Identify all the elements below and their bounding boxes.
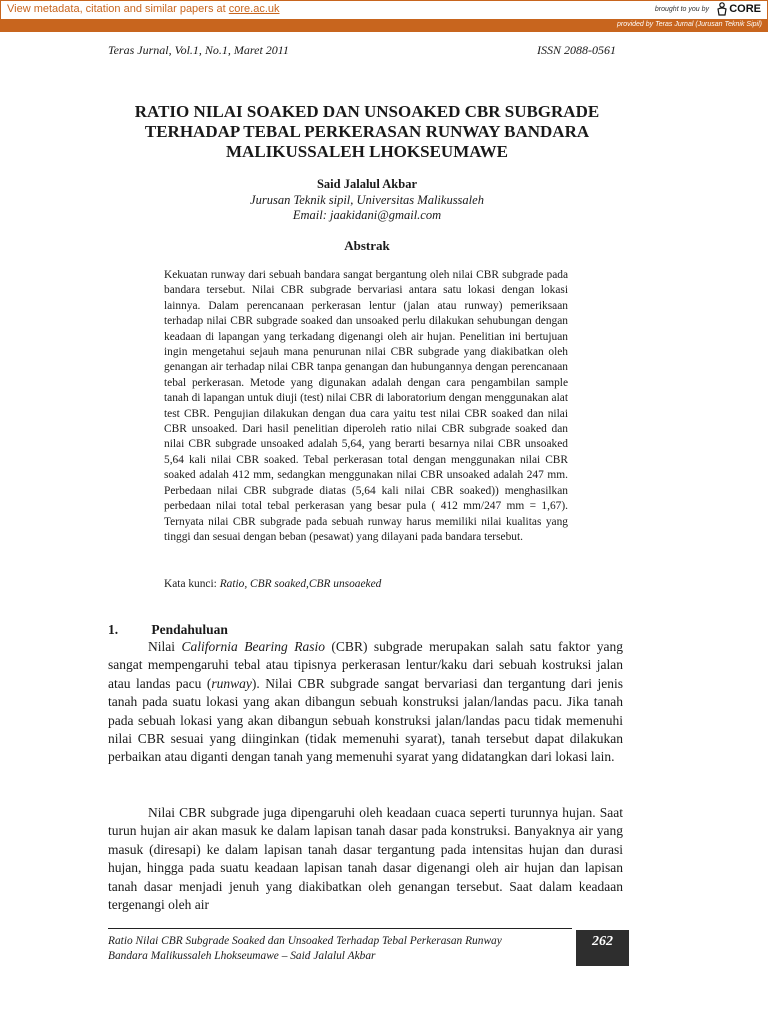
keywords-label: Kata kunci: <box>164 578 217 590</box>
p2-text: Nilai CBR subgrade juga dipengaruhi oleh keadaan cuaca seperti turunnya hujan. Saat turun hujan air akan masuk ke dalam lapisan tanah dasar pada konstruksi. Banyaknya air yang masuk (diresapi) ke dalam lapisan tanah dasar tergantung pada intensitas hujan dan durasi hujan, hingga pada suatu keadaan lapisan tanah dasar digenangi oleh air hujan dan lapisan tanah dasar menjadi jenuh yang diakibatkan oleh genangan tersebut. Saat dalam keadaan tergenangi oleh air <box>108 805 623 913</box>
p1-text-b: (CBR) subgrade merupakan salah satu faktor yang sangat mempengaruhi tebal atau tipisnya perkerasan lentur/kaku dari sebuah kostruksi jalan atau landas pacu ( <box>108 639 623 691</box>
core-link[interactable]: core.ac.uk <box>228 3 280 15</box>
core-banner <box>0 0 768 20</box>
keywords <box>164 578 568 590</box>
author-affiliation: Jurusan Teknik sipil, Universitas Malikussaleh <box>250 193 484 207</box>
title-line: MALIKUSSALEH LHOKSEUMAWE <box>226 142 508 161</box>
abstract-text: Kekuatan runway dari sebuah bandara sangat bergantung oleh nilai CBR subgrade pada bandara tersebut. Nilai CBR subgrade bervariasi antara satu lokasi dengan lokasi lainnya. Dalam perencanaan perkerasan lentur (jalan atau runway) pemeriksaan terhadap nilai CBR subgrade soaked dan unsoaked perlu dilakukan sehubungan dengan keadaan di lapangan yang terkadang digenangi oleh air hujan. Penelitian ini bertujuan ingin mengetahui sejauh mana penurunan nilai CBR subgrade yang diakibatkan oleh genangan air terhadap nilai CBR tanpa genangan dan hubungannya dengan perencanaan tebal perkerasan. Metode yang digunakan adalah dengan cara pengambilan sample tanah di lapangan untuk diuji (test) nilai CBR di laboratorium dengan menggunakan alat test CBR. Pengujian dilakukan dengan dua cara yaitu test nilai CBR soaked dan nilai CBR unsoaked. Dari hasil penelitian diperoleh ratio nilai CBR subgrade soaked dan nilai CBR subgrade unsoaked adalah 5,64, yang berarti besarnya nilai CBR unsoaked 5,64 kali nilai CBR soaked. Tebal perkerasan total dengan menggunakan nilai CBR soaked adalah 412 mm, sedangkan menggunakan nilai CBR unsoaked adalah 247 mm. Perbedaan nilai CBR subgrade diatas (5,64 kali nilai CBR soaked)) menghasilkan perbedaan nilai total tebal perkerasan yang besar pula ( 412 mm/247 mm = 1,67). Ternyata nilai CBR subgrade pada sebuah runway harus memiliki nilai kualitas yang tinggi dan sesuai dengan beban (pesawat) yang dilayani pada bandara tersebut. <box>164 269 568 543</box>
core-metadata-link-line <box>7 3 280 15</box>
author-email: Email: jaakidani@gmail.com <box>292 208 442 222</box>
core-logo-icon <box>717 2 727 16</box>
core-provider-name: Teras Jurnal (Jurusan Teknik Sipil) <box>655 21 762 28</box>
p1-italic-runway: runway <box>211 675 252 691</box>
core-link-prefix: View metadata, citation and similar papers at <box>7 3 226 15</box>
title-line: TERHADAP TEBAL PERKERASAN RUNWAY BANDARA <box>144 122 590 141</box>
footer-line-2: Bandara Malikussaleh Lhokseumawe – Said Jalalul Akbar <box>108 950 376 962</box>
footer-divider <box>108 928 572 929</box>
p1-text-a: Nilai <box>148 639 182 654</box>
author-name: Said Jalalul Akbar <box>316 177 418 191</box>
journal-issn: ISSN 2088-0561 <box>537 43 616 57</box>
paper-title <box>100 102 634 162</box>
p1-text-c: ). Nilai CBR subgrade sangat bervariasi dan tergantung dari jenis tanah pada suatu lokasi yang akan dibangun sebuah konstruksi jalan/landas pacu. Jika tanah pada sebuah lokasi yang akan dibangun sebuah konstruksi jalan/landas pacu tidak memenuhi nilai CBR sesuai yang diinginkan (tidak memenuhi syarat), tanah tersebut dapat dilakukan perbaikan atau diganti dengan tanah yang memenuhi syarat yang didatangkan dari lokasi lain. <box>108 675 623 765</box>
section-heading <box>108 622 628 638</box>
page-number: 262 <box>576 930 629 966</box>
body-paragraph-1 <box>108 638 623 767</box>
core-provider-strip <box>0 20 768 32</box>
core-provider-line <box>617 21 762 28</box>
footer-running-title <box>108 934 570 964</box>
journal-citation: Teras Jurnal, Vol.1, No.1, Maret 2011 <box>108 43 289 57</box>
core-logo-text: CORE <box>729 3 761 15</box>
core-brought-text: brought to you by <box>654 6 709 13</box>
title-line: RATIO NILAI SOAKED DAN UNSOAKED CBR SUBGRADE <box>134 102 600 121</box>
body-paragraph-2 <box>108 804 623 914</box>
p1-italic-term: California Bearing Rasio <box>181 639 325 654</box>
core-provided-by-label: provided by <box>616 21 654 28</box>
core-logo[interactable] <box>717 2 761 16</box>
keywords-value: Ratio, CBR soaked,CBR unsoaeked <box>219 578 382 590</box>
section-title: Pendahuluan <box>151 622 228 637</box>
footer-line-1: Ratio Nilai CBR Subgrade Soaked dan Unsoaked Terhadap Tebal Perkerasan Runway <box>108 935 502 947</box>
abstract-heading: Abstrak <box>344 238 390 253</box>
section-number: 1. <box>108 622 119 637</box>
